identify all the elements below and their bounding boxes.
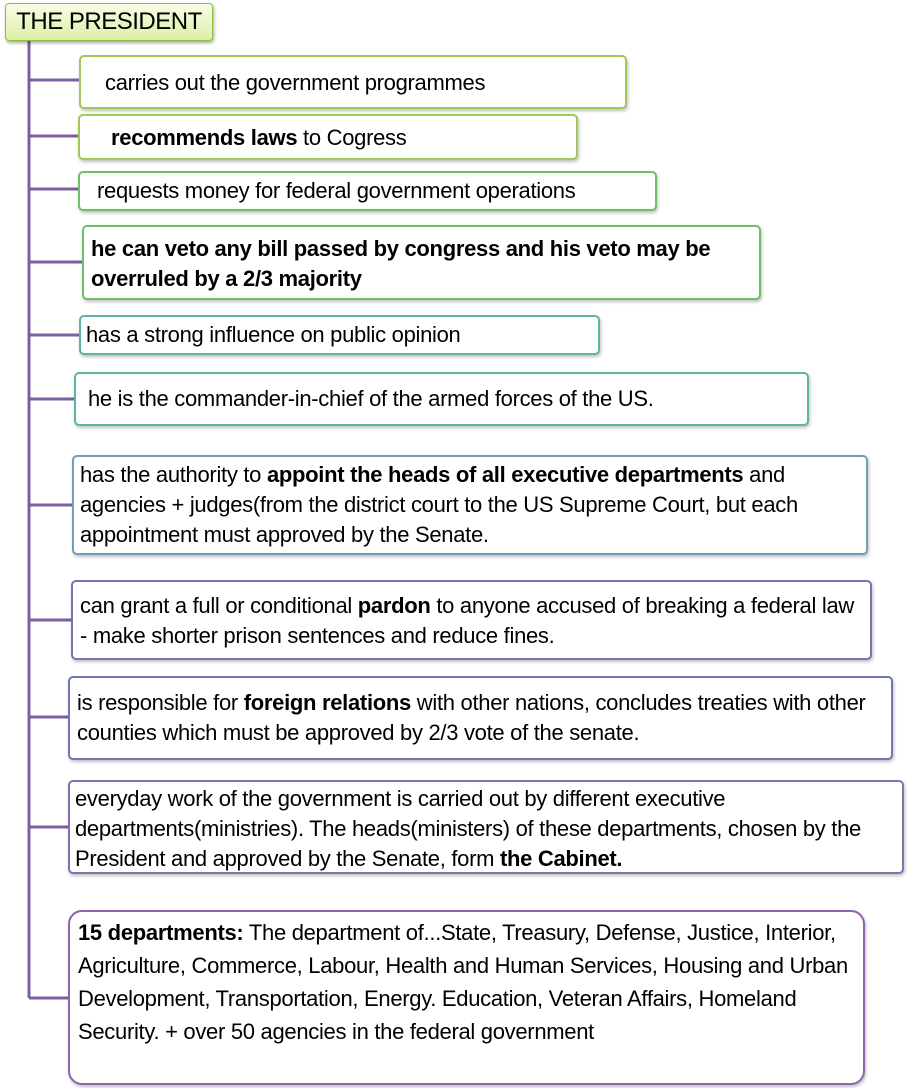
power-text: he is the commander-in-chief of the armed forces of the US. xyxy=(88,386,654,411)
power-text-bold: he can veto any bill passed by congress and his veto may be overruled by a 2/3 majority xyxy=(91,236,711,291)
power-box-money xyxy=(78,171,657,211)
power-text-bold: pardon xyxy=(357,593,431,618)
power-text: to Cogress xyxy=(297,125,407,150)
root-node-title: THE PRESIDENT xyxy=(5,3,213,41)
power-text-bold: foreign relations xyxy=(243,690,411,715)
power-text: has a strong influence on public opinion xyxy=(86,322,461,347)
power-box-pardon xyxy=(71,580,872,660)
power-box-foreign-relations xyxy=(68,676,893,760)
power-text: is responsible for xyxy=(77,690,244,715)
power-text: has the authority to xyxy=(80,462,267,487)
power-box-veto xyxy=(82,225,761,300)
power-box-appoint xyxy=(72,455,868,555)
power-box-departments xyxy=(68,910,865,1085)
power-text-bold: appoint the heads of all executive departments xyxy=(266,462,744,487)
power-box-commander xyxy=(74,372,809,426)
power-text: with other nations, concludes treaties with other counties which must be approved by 2/3 vote of the senate. xyxy=(77,690,866,745)
power-text-bold: recommends laws xyxy=(111,125,298,150)
power-box-cabinet xyxy=(68,780,904,874)
power-box-laws xyxy=(78,114,578,160)
power-text: and agencies + judges(from the district court to the US Supreme Court, but each appointment must approved by the Senate. xyxy=(80,462,798,547)
power-text: requests money for federal government operations xyxy=(97,178,576,203)
power-text: can grant a full or conditional xyxy=(80,593,358,618)
power-text-bold: the Cabinet. xyxy=(499,846,623,871)
power-box-public-opinion xyxy=(79,315,600,355)
power-text: everyday work of the government is carried out by different executive departments(ministries). The heads(ministers) of these departments, chosen by the President and approved by the Senate, form xyxy=(75,786,861,871)
power-text: The department of...State, Treasury, Defense, Justice, Interior, Agriculture, Commerce, Labour, Health and Human Services, Housing and Urban Development, Transportation, Energy. Education, Veteran Affairs, Homeland Security. + over 50 agencies in the federal government xyxy=(78,920,848,1044)
power-text: carries out the government programmes xyxy=(105,70,486,95)
power-text: to anyone accused of breaking a federal law - make shorter prison sentences and reduce fines. xyxy=(80,593,854,648)
power-text-bold: 15 departments: xyxy=(78,920,244,945)
power-box-programmes xyxy=(79,55,627,109)
